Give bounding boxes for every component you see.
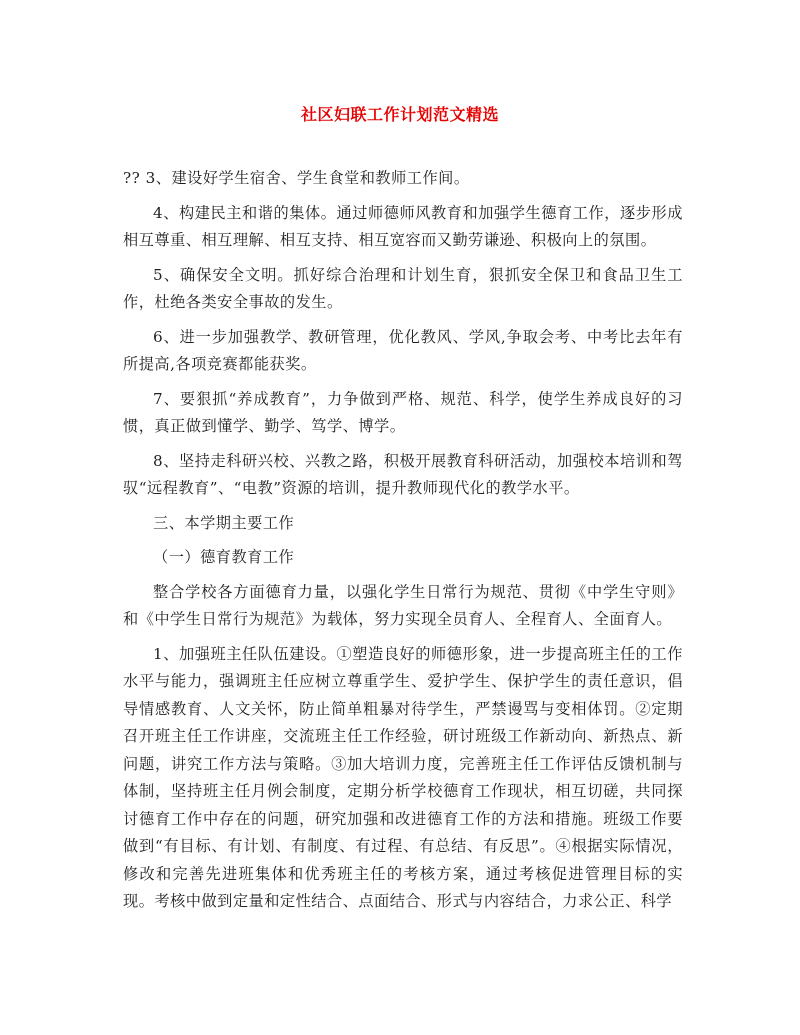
paragraph-gap: [123, 317, 683, 324]
paragraph-gap: [123, 537, 683, 544]
paragraph: ?? 3、建设好学生宿舍、学生食堂和教师工作间。: [123, 169, 470, 187]
section-heading: 三、本学期主要工作: [153, 513, 295, 532]
paragraph-gap: [123, 255, 683, 262]
paragraph-gap: [123, 572, 683, 579]
paragraph: 5、确保安全文明。抓好综合治理和计划生育，狠抓安全保卫和食品卫生工作，杜绝各类安全事故的发生。: [123, 265, 683, 311]
paragraph: 6、进一步加强教学、教研管理，优化教风、学风,争取会考、中考比去年有所提高,各项竞赛都能获奖。: [123, 327, 683, 373]
document-title: 社区妇联工作计划范文精选: [300, 105, 499, 124]
paragraph: 1、加强班主任队伍建设。①塑造良好的师德形象，进一步提高班主任的工作水平与能力，强调班主任应树立尊重学生、爱护学生、保护学生的责任意识，倡导情感教育、人文关怀，防止简单粗暴对待学生，严禁谩骂与变相体罚。②定期召开班主任工作讲座，交流班主任工作经验，研讨班级工作新动向、新热点、新问题，讲究工作方法与策略。③加大培训力度，完善班主任工作评估反馈机制与体制，坚持班主任月例会制度，定期分析学校德育工作现状，相互切磋，共同探讨德育工作中存在的问题，研究加强和改进德育工作的方法和措施。班级工作要做到“有目标、有计划、有制度、有过程、有总结、有反思”。④根据实际情况，修改和完善先进班集体和优秀班主任的考核方案，通过考核促进管理目标的实现。考核中做到定量和定性结合、点面结合、形式与内容结合，力求公正、科学: [123, 644, 683, 910]
paragraph: 8、坚持走科研兴校、兴教之路，积极开展教育科研活动，加强校本培训和驾驭“远程教育”、“电教”资源的培训，提升教师现代化的教学水平。: [123, 451, 683, 497]
paragraph-gap: [123, 193, 683, 200]
paragraph-gap: [123, 379, 683, 386]
document-body: [123, 165, 683, 916]
paragraph-gap: [123, 503, 683, 510]
subsection-heading: （一）德育教育工作: [153, 548, 295, 566]
paragraph: 7、要狠抓“养成教育”，力争做到严格、规范、科学，使学生养成良好的习惯，真正做到懂学、勤学、笃学、博学。: [123, 389, 683, 435]
paragraph-gap: [123, 634, 683, 641]
paragraph: 4、构建民主和谐的集体。通过师德师风教育和加强学生德育工作，逐步形成相互尊重、相互理解、相互支持、相互宽容而又勤劳谦逊、积极向上的氛围。: [123, 203, 683, 249]
paragraph: 整合学校各方面德育力量，以强化学生日常行为规范、贯彻《中学生守则》和《中学生日常行为规范》为载体，努力实现全员育人、全程育人、全面育人。: [123, 582, 683, 628]
paragraph-gap: [123, 441, 683, 448]
